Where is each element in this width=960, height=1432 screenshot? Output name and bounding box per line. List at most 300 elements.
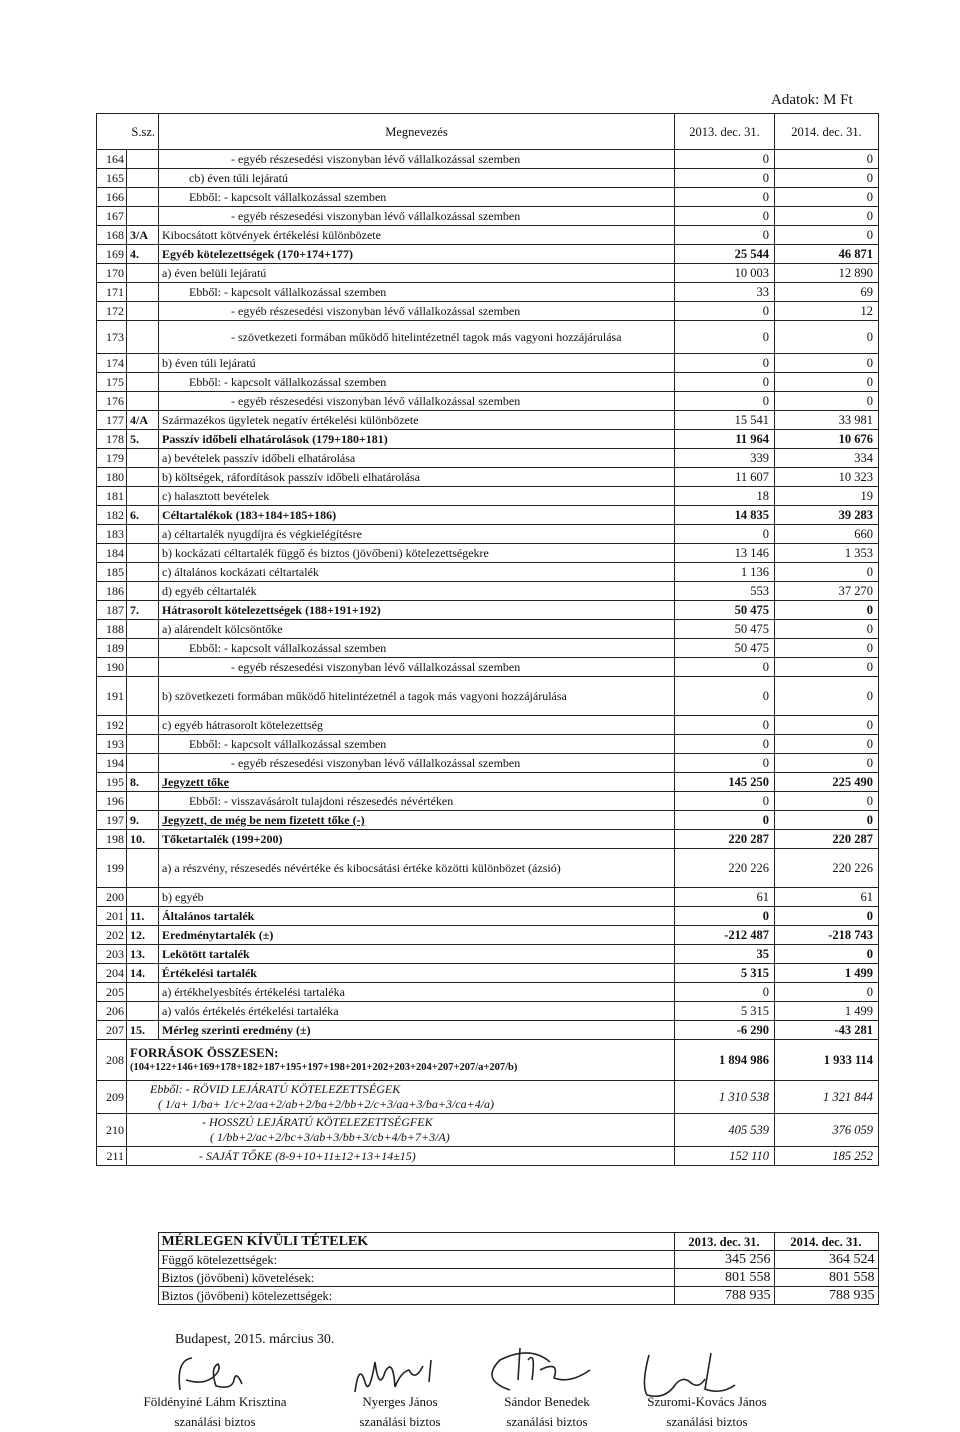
table-row [97,321,879,354]
value-2013: 1 310 538 [675,1081,775,1114]
row-label-text: Céltartalékok (183+184+185+186) [162,508,337,522]
signatory-4 [612,1392,802,1432]
table-row [97,1002,879,1021]
row-label-text: a) értékhelyesbítés értékelési tartaléka [162,985,345,999]
signatory-name: Szuromi-Kovács János [647,1394,767,1409]
value-2014: 0 [775,226,879,245]
total-formula: (104+122+146+169+178+182+187+195+197+198+201+202+203+204+207+207/a+207/b) [130,1062,518,1073]
table-row [97,945,879,964]
section-code [127,188,159,207]
row-label-text: a) alárendelt kölcsöntőke [162,622,283,636]
value-2014: 0 [775,658,879,677]
section-code: 10. [127,830,159,849]
table-row [97,926,879,945]
row-number: 187 [97,601,127,620]
section-code [127,354,159,373]
value-2014: 1 321 844 [775,1081,879,1114]
value-2013: 11 607 [675,468,775,487]
value-2013: 0 [675,188,775,207]
value-2013: 0 [675,392,775,411]
value-2013: 145 250 [675,773,775,792]
row-label [159,964,675,983]
value-2013: 801 558 [674,1269,774,1287]
row-number: 203 [97,945,127,964]
section-code [127,563,159,582]
row-label-text: - egyéb részesedési viszonyban lévő vállalkozással szemben [231,394,521,408]
signatory-1 [120,1392,310,1432]
table-row [97,264,879,283]
section-code [127,849,159,888]
row-label [159,1002,675,1021]
table-header-row [97,114,879,150]
value-2014: 0 [775,811,879,830]
row-label [159,601,675,620]
section-code [127,150,159,169]
row-number: 207 [97,1021,127,1040]
header-name: Megnevezés [159,114,675,150]
section-code [127,373,159,392]
value-2014: 801 558 [774,1269,878,1287]
row-number: 184 [97,544,127,563]
table-row [97,811,879,830]
section-code: 13. [127,945,159,964]
value-2013: 0 [675,302,775,321]
row-label [159,430,675,449]
value-2014: 225 490 [775,773,879,792]
row-number: 211 [97,1147,127,1166]
signatory-name: Sándor Benedek [504,1394,590,1409]
row-label [159,321,675,354]
value-2013: 15 541 [675,411,775,430]
value-2013: 220 226 [675,849,775,888]
row-label-text: c) egyéb hátrasorolt kötelezettség [162,718,323,732]
row-label-text: Általános tartalék [162,909,255,923]
value-2014: 0 [775,792,879,811]
table-row [97,150,879,169]
table-row [97,1021,879,1040]
row-number: 178 [97,430,127,449]
value-2014: 0 [775,563,879,582]
row-label [159,754,675,773]
table-row [97,226,879,245]
row-label-text: Mérleg szerinti eredmény (±) [162,1023,311,1037]
section-code: 5. [127,430,159,449]
value-2014: 0 [775,620,879,639]
value-2014: 0 [775,601,879,620]
row-label-text: Jegyzett, de még be nem fizetett tőke (-) [162,813,365,827]
row-label [159,525,675,544]
section-code [127,392,159,411]
row-label-text: b) egyéb [162,890,204,904]
value-2014: 0 [775,945,879,964]
table-row [97,735,879,754]
row-number: 191 [97,677,127,716]
row-label [159,207,675,226]
row-label [159,620,675,639]
row-label-text: - egyéb részesedési viszonyban lévő vállalkozással szemben [231,152,521,166]
row-number: 202 [97,926,127,945]
row-label [159,983,675,1002]
row-label-text: - egyéb részesedési viszonyban lévő vállalkozással szemben [231,209,521,223]
total-row-209 [97,1081,879,1114]
value-2013: 0 [675,150,775,169]
value-2013: -212 487 [675,926,775,945]
value-2014: 39 283 [775,506,879,525]
section-code [127,620,159,639]
value-2013: 0 [675,716,775,735]
value-2013: 345 256 [674,1251,774,1269]
value-2013: 10 003 [675,264,775,283]
row-number: 193 [97,735,127,754]
row-label-text: Ebből: - kapcsolt vállalkozással szemben [189,190,387,204]
section-code [127,487,159,506]
row-label [127,1147,675,1166]
row-label-text: Eredménytartalék (±) [162,928,274,942]
off-balance-label: Függő kötelezettségek: [158,1251,674,1269]
row-number: 182 [97,506,127,525]
table-row [97,354,879,373]
table-row [97,430,879,449]
table-row [97,207,879,226]
value-2013: 13 146 [675,544,775,563]
row-label [159,487,675,506]
section-code [127,321,159,354]
row-label [159,792,675,811]
signatory-role: szanálási biztos [174,1414,256,1429]
section-code: 9. [127,811,159,830]
row-label [159,411,675,430]
table-row [97,449,879,468]
value-2014: 376 059 [775,1114,879,1147]
value-2014: 0 [775,716,879,735]
table-row [97,888,879,907]
row-label-text: Kibocsátott kötvények értékelési különbözete [162,228,381,242]
row-number: 194 [97,754,127,773]
value-2013: 50 475 [675,620,775,639]
value-2014: 185 252 [775,1147,879,1166]
row-label-text: Lekötött tartalék [162,947,250,961]
total-formula: ( 1/bb+2/ac+2/bc+3/ab+3/bb+3/cb+4/b+7+3/A) [210,1130,450,1144]
table-row [97,373,879,392]
row-number: 188 [97,620,127,639]
table-row [97,830,879,849]
signatory-role: szanálási biztos [359,1414,441,1429]
value-2014: 12 [775,302,879,321]
table-row [97,754,879,773]
value-2014: -218 743 [775,926,879,945]
section-code [127,658,159,677]
value-2013: 0 [675,811,775,830]
row-number: 204 [97,964,127,983]
place-date: Budapest, 2015. március 30. [175,1332,335,1347]
value-2014: 46 871 [775,245,879,264]
value-2014: 0 [775,983,879,1002]
row-label [159,582,675,601]
section-code: 11. [127,907,159,926]
section-code: 12. [127,926,159,945]
value-2013: -6 290 [675,1021,775,1040]
value-2013: 0 [675,754,775,773]
value-2013: 5 315 [675,1002,775,1021]
row-number: 210 [97,1114,127,1147]
table-row [97,544,879,563]
table-row [97,302,879,321]
row-label [159,373,675,392]
row-label-text: b) szövetkezeti formában működő hitelintézetnél a tagok más vagyoni hozzájárulása [162,689,567,703]
total-row-210 [97,1114,879,1147]
row-label-text: Értékelési tartalék [162,966,257,980]
value-2014: 0 [775,907,879,926]
row-label [159,735,675,754]
row-label-text: b) költségek, ráfordítások passzív időbeli elhatárolása [162,470,420,484]
off-balance-row [96,1251,878,1269]
header-year-2014: 2014. dec. 31. [775,114,879,150]
table-row [97,392,879,411]
table-row [97,658,879,677]
row-number: 197 [97,811,127,830]
value-2014: 1 353 [775,544,879,563]
value-2013: 18 [675,487,775,506]
header-year-2013: 2013. dec. 31. [675,114,775,150]
value-2014: 0 [775,677,879,716]
table-row [97,964,879,983]
row-label-text: - egyéb részesedési viszonyban lévő vállalkozással szemben [231,660,521,674]
section-code [127,677,159,716]
table-row [97,773,879,792]
section-code [127,283,159,302]
row-label-text: Ebből: - kapcsolt vállalkozással szemben [189,375,387,389]
value-2013: 553 [675,582,775,601]
total-row-211 [97,1147,879,1166]
row-label [159,354,675,373]
row-label [159,1021,675,1040]
table-row [97,792,879,811]
row-number: 192 [97,716,127,735]
table-row [97,283,879,302]
value-2014: 12 890 [775,264,879,283]
row-label-text: - egyéb részesedési viszonyban lévő vállalkozással szemben [231,304,521,318]
table-row [97,677,879,716]
row-label-text: Tőketartalék (199+200) [162,832,283,846]
row-label-text: Hátrasorolt kötelezettségek (188+191+192) [162,603,381,617]
section-code [127,449,159,468]
row-label-text: Ebből: - kapcsolt vállalkozással szemben [189,285,387,299]
value-2013: 1 894 986 [675,1040,775,1081]
section-code: 4/A [127,411,159,430]
off-balance-year-2013: 2013. dec. 31. [674,1233,774,1251]
value-2014: 0 [775,392,879,411]
row-label [159,563,675,582]
total-formula: ( 1/a+ 1/ba+ 1/c+2/aa+2/ab+2/ba+2/bb+2/c+3/aa+3/ba+3/ca+4/a) [158,1097,495,1111]
value-2014: 0 [775,354,879,373]
value-2013: 788 935 [674,1287,774,1305]
row-label-text: Egyéb kötelezettségek (170+174+177) [162,247,353,261]
units-note: Adatok: M Ft [771,92,853,108]
table-row [97,639,879,658]
value-2014: 0 [775,639,879,658]
row-number: 200 [97,888,127,907]
table-row [97,620,879,639]
row-label-text: cb) éven túli lejáratú [189,171,288,185]
value-2013: 0 [675,677,775,716]
value-2013: 35 [675,945,775,964]
section-code [127,754,159,773]
value-2014: 61 [775,888,879,907]
row-label [159,639,675,658]
section-code: 7. [127,601,159,620]
section-code [127,792,159,811]
off-balance-label: Biztos (jövőbeni) követelések: [158,1269,674,1287]
value-2013: 0 [675,354,775,373]
row-label [159,773,675,792]
row-number: 189 [97,639,127,658]
row-label [127,1114,675,1147]
blank-cell [96,1233,158,1251]
value-2013: 14 835 [675,506,775,525]
value-2014: 334 [775,449,879,468]
row-label [159,302,675,321]
row-number: 186 [97,582,127,601]
row-label [127,1081,675,1114]
row-label [159,888,675,907]
row-number: 208 [97,1040,127,1081]
row-number: 201 [97,907,127,926]
section-code [127,639,159,658]
row-label-text: Jegyzett tőke [162,775,229,789]
table-row [97,983,879,1002]
section-code [127,207,159,226]
value-2013: 25 544 [675,245,775,264]
value-2014: 0 [775,754,879,773]
off-balance-row [96,1269,878,1287]
row-number: 167 [97,207,127,226]
signatory-name: Földényiné Láhm Krisztina [143,1394,287,1409]
off-balance-title: MÉRLEGEN KÍVÜLI TÉTELEK [158,1233,674,1251]
section-code [127,544,159,563]
value-2013: 50 475 [675,601,775,620]
value-2014: 220 226 [775,849,879,888]
value-2013: 0 [675,321,775,354]
table-row [97,245,879,264]
table-row [97,525,879,544]
section-code: 8. [127,773,159,792]
row-number: 179 [97,449,127,468]
row-label-text: Ebből: - visszavásárolt tulajdoni részesedés névértéken [189,794,454,808]
row-label [159,716,675,735]
row-number: 195 [97,773,127,792]
table-row [97,487,879,506]
row-label [159,658,675,677]
table-row [97,582,879,601]
table-row [97,468,879,487]
row-number: 177 [97,411,127,430]
row-label [159,830,675,849]
row-label [159,677,675,716]
row-label [159,926,675,945]
total-row-208 [97,1040,879,1081]
section-code [127,888,159,907]
row-label [159,169,675,188]
value-2014: 364 524 [774,1251,878,1269]
value-2013: 405 539 [675,1114,775,1147]
row-label-text: a) céltartalék nyugdíjra és végkielégítésre [162,527,362,541]
total-title: - SAJÁT TŐKE (8-9+10+11±12+13+14±15) [199,1149,416,1163]
row-number: 181 [97,487,127,506]
signatory-role: szanálási biztos [666,1414,748,1429]
section-code: 15. [127,1021,159,1040]
value-2013: 0 [675,658,775,677]
value-2013: 50 475 [675,639,775,658]
off-balance-row [96,1287,878,1305]
section-code [127,468,159,487]
row-label [159,468,675,487]
value-2013: 220 287 [675,830,775,849]
value-2014: 0 [775,735,879,754]
row-label-text: b) kockázati céltartalék függő és biztos (jövőbeni) kötelezettségekre [162,546,489,560]
section-code: 3/A [127,226,159,245]
row-number: 164 [97,150,127,169]
value-2014: 0 [775,321,879,354]
value-2014: 0 [775,150,879,169]
table-row [97,601,879,620]
row-label-text: b) éven túli lejáratú [162,356,256,370]
row-label-text: - egyéb részesedési viszonyban lévő vállalkozással szemben [231,756,521,770]
value-2013: 0 [675,207,775,226]
row-label-text: - szövetkezeti formában működő hitelintézetnél tagok más vagyoni hozzájárulása [231,329,622,344]
row-number: 180 [97,468,127,487]
row-number: 173 [97,321,127,354]
off-balance-year-2014: 2014. dec. 31. [774,1233,878,1251]
table-row [97,506,879,525]
section-code [127,735,159,754]
row-label [159,283,675,302]
row-label-text: c) általános kockázati céltartalék [162,565,319,579]
value-2014: -43 281 [775,1021,879,1040]
value-2014: 1 499 [775,964,879,983]
value-2013: 0 [675,735,775,754]
row-label [159,245,675,264]
section-code [127,525,159,544]
value-2014: 220 287 [775,830,879,849]
row-label [159,849,675,888]
row-label [159,945,675,964]
row-number: 165 [97,169,127,188]
value-2013: 5 315 [675,964,775,983]
signature-3-icon [470,1340,600,1400]
table-row [97,411,879,430]
off-balance-table [96,1232,879,1305]
value-2014: 69 [775,283,879,302]
row-label-text: a) a részvény, részesedés névértéke és kibocsátási értéke közötti különbözet (ázsió) [162,861,561,875]
value-2013: 0 [675,169,775,188]
table-row [97,716,879,735]
section-code [127,983,159,1002]
value-2013: 61 [675,888,775,907]
value-2014: 10 676 [775,430,879,449]
row-label [127,1040,675,1081]
total-title: FORRÁSOK ÖSSZESEN: [130,1045,279,1060]
section-code [127,302,159,321]
table-row [97,169,879,188]
row-label [159,188,675,207]
signatory-role: szanálási biztos [506,1414,588,1429]
value-2014: 788 935 [774,1287,878,1305]
off-balance-label: Biztos (jövőbeni) kötelezettségek: [158,1287,674,1305]
section-code: 4. [127,245,159,264]
blank-cell [96,1269,158,1287]
blank-cell [96,1287,158,1305]
row-number: 198 [97,830,127,849]
